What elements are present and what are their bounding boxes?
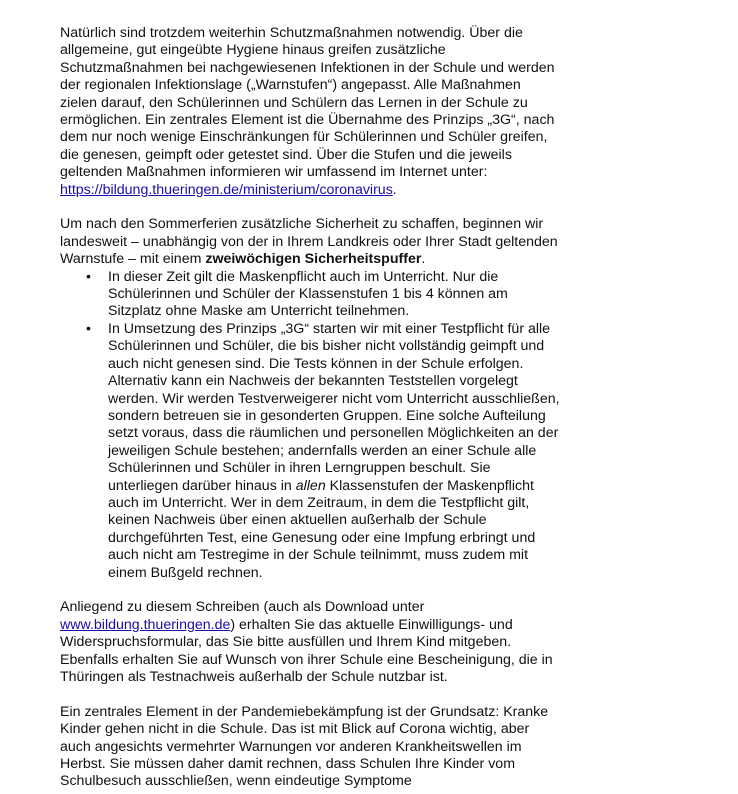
- paragraph-consent-form-end: ) erhalten Sie das aktuelle Einwilligungs- und Widerspruchsformular, das Sie bitte ausfüllen und Ihrem Kind mitgeben. Ebenfalls erhalten Sie auf Wunsch von ihrer Schule eine Bescheinigung, die in Thüringen als Testnachweis außerhalb der Schule nutzbar ist.: [60, 616, 553, 685]
- paragraph-sick-children-text: Ein zentrales Element in der Pandemiebekämpfung ist der Grundsatz: Kranke Kinder gehen nicht in die Schule. Das ist mit Blick auf Corona wichtig, aber auch angesichts vermehrter Warnungen vor anderen Krankheitswellen im Herbst. Sie müssen daher damit rechnen, dass Schulen Ihre Kinder vom Schulbesuch ausschließen, wenn eindeutige Symptome: [60, 703, 549, 790]
- list-item-test-requirement-text: In Umsetzung des Prinzips „3G“ starten wir mit einer Testpflicht für alle Schülerinnen und Schüler, die bis bisher nicht vollständig geimpft und auch nicht genesen sind. Die Tests können in der Schule erfolgen. Alternativ kann ein Nachweis der bekannten Teststellen vorgelegt werden. Wir werden Testverweigerer nicht vom Unterricht ausschließen, sondern betreuen sie in gesonderten Gruppen. Eine solche Aufteilung setzt voraus, dass die räumlichen und personellen Möglichkeiten an der jeweiligen Schule bestehen; andernfalls werden an einer Schule alle Schülerinnen und Schüler in ihren Lerngruppen beschult. Sie unterliegen darüber hinaus in: [108, 320, 560, 494]
- paragraph-protective-measures: [60, 25, 560, 199]
- list-item-mask-requirement-text: In dieser Zeit gilt die Maskenpflicht auch im Unterricht. Nur die Schülerinnen und Schüler der Klassenstufen 1 bis 4 können am Sitzplatz ohne Maske am Unterricht teilnehmen.: [108, 268, 508, 320]
- list-item-test-requirement-end: Klassenstufen der Maskenpflicht auch im Unterricht. Wer in dem Zeitraum, in dem die Testpflicht gilt, keinen Nachweis über einen aktuellen außerhalb der Schule durchgeführten Test, eine Genesung oder eine Impfung erbringt und auch nicht am Testregime in der Schule teilnimmt, muss zudem mit einem Bußgeld rechnen.: [108, 477, 536, 581]
- safety-buffer-emphasis: zweiwöchigen Sicherheitspuffer: [205, 251, 422, 268]
- paragraph-safety-buffer-end: .: [421, 251, 426, 268]
- all-grades-emphasis: allen: [295, 477, 326, 494]
- document-page: [60, 25, 560, 791]
- coronavirus-info-link[interactable]: https://bildung.thueringen.de/ministerium/coronavirus: [60, 181, 393, 198]
- paragraph-safety-buffer-text: Um nach den Sommerferien zusätzliche Sicherheit zu schaffen, beginnen wir landesweit – unabhängig von der in Ihrem Landkreis oder Ihrer Stadt geltenden Warnstufe – mit einem: [60, 216, 558, 268]
- paragraph-safety-buffer: [60, 216, 560, 268]
- paragraph-spacer: [60, 582, 560, 599]
- list-item-test-requirement: [60, 321, 560, 582]
- list-item-mask-requirement: [60, 269, 560, 321]
- paragraph-consent-form: [60, 599, 560, 686]
- measures-list: [60, 269, 560, 582]
- paragraph-protective-measures-end: .: [392, 181, 397, 198]
- paragraph-spacer: [60, 199, 560, 216]
- paragraph-spacer: [60, 686, 560, 703]
- paragraph-protective-measures-text: Natürlich sind trotzdem weiterhin Schutzmaßnahmen notwendig. Über die allgemeine, gut eingeübte Hygiene hinaus greifen zusätzliche Schutzmaßnahmen bei nachgewiesenen Infektionen in der Schule und werden der regionalen Infektionslage („Warnstufen“) angepasst. Alle Maßnahmen zielen darauf, den Schülerinnen und Schülern das Lernen in der Schule zu ermöglichen. Ein zentrales Element ist die Übernahme des Prinzips „3G“, nach dem nur noch wenige Einschränkungen für Schülerinnen und Schüler greifen, die genesen, geimpft oder getestet sind. Über die Stufen und die jeweils geltenden Maßnahmen informieren wir umfassend im Internet unter:: [60, 25, 555, 181]
- paragraph-sick-children: [60, 704, 560, 791]
- bildung-thueringen-link[interactable]: www.bildung.thueringen.de: [60, 616, 231, 633]
- paragraph-consent-form-text: Anliegend zu diesem Schreiben (auch als Download unter: [60, 599, 425, 616]
